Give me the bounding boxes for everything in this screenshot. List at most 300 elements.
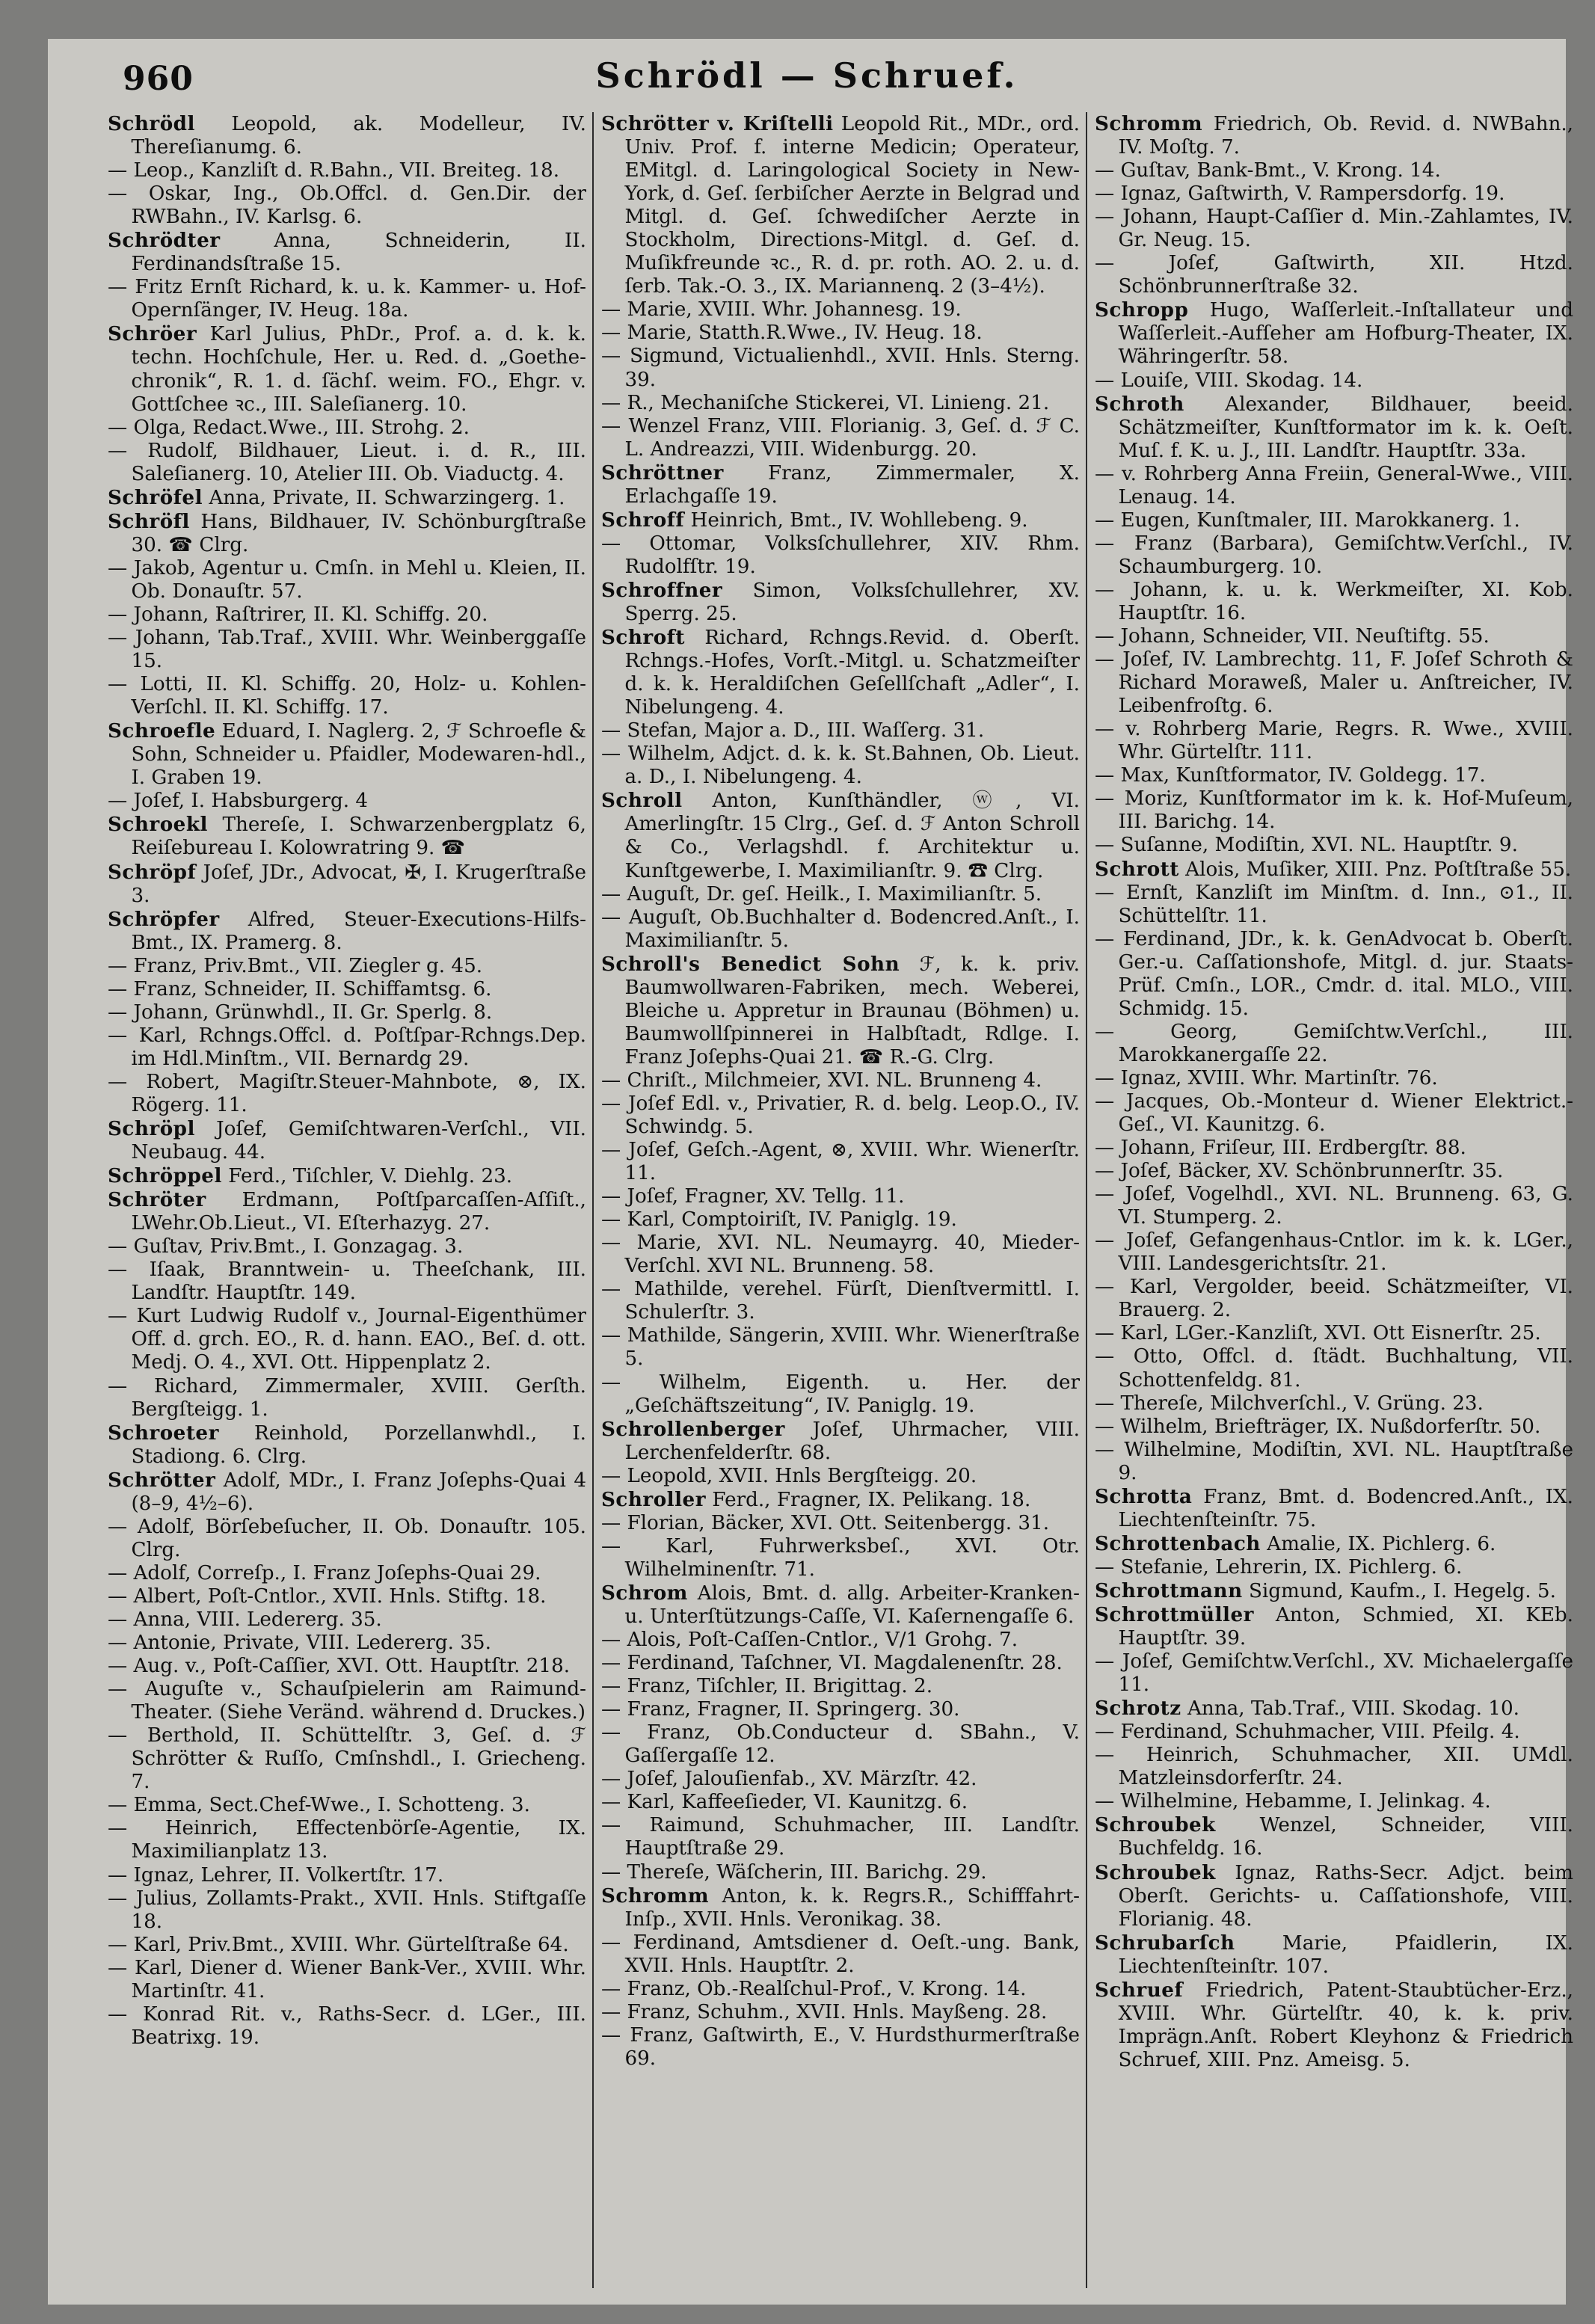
entry-surname: Schrollenberger — [601, 1417, 785, 1441]
directory-entry — [1095, 1345, 1573, 1392]
directory-entry — [601, 532, 1080, 579]
entry-text: — v. Rohrberg Marie, Regrs. R. Wwe., XVIII. Whr. Gürtelſtr. 111. — [1095, 718, 1573, 764]
entry-surname: Schrötter — [108, 1468, 216, 1492]
entry-text: Hans, Bildhauer, IV. Schönburgſtraße 30. ☎ Clrg. — [131, 510, 586, 556]
entry-text: — Wilhelmine, Hebamme, I. Jelinkag. 4. — [1095, 1790, 1491, 1813]
entry-text: — Adolf, Börſebeſucher, II. Ob. Donauſtr. 105. Clrg. — [108, 1515, 586, 1561]
entry-text: Joſef, JDr., Advocat, ✠, I. Krugerſtraße 3. — [131, 861, 586, 907]
directory-entry — [108, 1794, 586, 1817]
entry-text: — Antonie, Private, VIII. Ledererg. 35. — [108, 1632, 491, 1655]
entry-text: — Karl, Priv.Bmt., XVIII. Whr. Gürtelſtraße 64. — [108, 1933, 569, 1956]
entry-text: Leopold, ak. Modelleur, IV. Thereſianumg. 6. — [131, 113, 586, 159]
entry-surname: Schröfel — [108, 485, 203, 509]
directory-entry — [108, 159, 586, 182]
entry-text: ℱ, k. k. priv. Baumwollwaren-Fabriken, mech. Weberei, Bleiche u. Appretur in Braunau (Böhmen) u. Baumwollſpinnerei in Halbſtadt, Rdlge. I. Franz Joſephs-Quai 21. ☎ R.-G. Clrg. — [624, 953, 1080, 1069]
directory-entry — [1095, 648, 1573, 718]
entry-text: — Julius, Zollamts-Prakt., XVII. Hnls. Stiftgaſſe 18. — [108, 1887, 586, 1933]
entry-text: Sigmund, Kaufm., I. Hegelg. 5. — [1242, 1579, 1556, 1602]
entry-surname: Schroller — [601, 1487, 707, 1511]
entry-text: Richard, Rchngs.Revid. d. Oberſt. Rchngs.-Hofes, Vorſt.-Mitgl. u. Schatzmeiſter d. k. k. Heraldiſchen Geſellſchaft „Adler“, I. Nibelungeng. 4. — [624, 627, 1080, 719]
directory-entry — [601, 719, 1080, 743]
entry-text: — Wilhelm, Eigenth. u. Her. der „Geſchäftszeitung“, IV. Paniglg. 19. — [601, 1371, 1080, 1417]
entry-text: — Joſef, Vogelhdl., XVI. NL. Brunneng. 63, G. VI. Stumperg. 2. — [1095, 1183, 1573, 1229]
directory-entry — [108, 1608, 586, 1632]
directory-entry — [108, 719, 586, 790]
entry-text: — Johann, Tab.Traf., XVIII. Whr. Weinberggaſſe 15. — [108, 627, 586, 673]
entry-surname: Schröfl — [108, 509, 190, 533]
directory-entry — [601, 1371, 1080, 1418]
entry-surname: Schrott — [1095, 857, 1179, 881]
directory-entry — [108, 1562, 586, 1585]
directory-entry — [108, 1632, 586, 1655]
entry-text: — Adolf, Correſp., I. Franz Joſephs-Quai 29. — [108, 1561, 541, 1584]
entry-surname: Schrotta — [1095, 1484, 1193, 1508]
entry-text: — Joſef, Jalouſienfab., XV. Märzſtr. 42. — [601, 1768, 977, 1791]
entry-text: Hugo, Waſſerleit.-Inſtallateur und Waſſerleit.-Aufſeher am Hofburg-Theater, IX. Währingerſtr. 58. — [1118, 299, 1573, 369]
directory-entry — [108, 1864, 586, 1887]
entry-text: — Ernſt, Kanzliſt im Minſtm. d. Inn., ⊙1., II. Schüttelſtr. 11. — [1095, 881, 1573, 927]
entry-surname: Schromm — [1095, 112, 1203, 135]
directory-entry — [108, 1655, 586, 1678]
entry-surname: Schrottmüller — [1095, 1603, 1254, 1626]
directory-entry — [1095, 1931, 1573, 1979]
entry-surname: Schröer — [108, 322, 197, 346]
directory-entry — [1095, 579, 1573, 625]
entry-text: — Wilhelm, Adjct. d. k. k. St.Bahnen, Ob. Lieut. a. D., I. Nibelungeng. 4. — [601, 743, 1080, 789]
directory-entry — [108, 1957, 586, 2003]
directory-entry — [108, 440, 586, 486]
entry-text: — Otto, Offcl. d. ſtädt. Buchhaltung, VII. Schottenfeldg. 81. — [1095, 1345, 1573, 1392]
directory-entry — [1095, 834, 1573, 857]
entry-text: — Aug. v., Poſt-Caſſier, XVI. Ott. Hauptſtr. 218. — [108, 1655, 571, 1678]
entry-text: — Sigmund, Victualienhdl., XVII. Hnls. Sterng. 39. — [601, 345, 1080, 391]
directory-entry — [601, 1978, 1080, 2001]
running-title: Schrödl — Schruef. — [595, 55, 1018, 96]
directory-entry — [1095, 1721, 1573, 1744]
entry-surname: Schrötter v. Kriſtelli — [601, 112, 834, 135]
entry-text: — Ferdinand, Schuhmacher, VIII. Pfeilg. 4. — [1095, 1721, 1520, 1744]
directory-entry — [108, 1305, 586, 1374]
directory-entry — [108, 416, 586, 440]
directory-entry — [601, 906, 1080, 953]
directory-entry — [108, 2003, 586, 2050]
entry-text: — Eugen, Kunſtmaler, III. Marokkanerg. 1. — [1095, 508, 1520, 532]
directory-entry — [1095, 1579, 1573, 1603]
entry-text: — Albert, Poſt-Cntlor., XVII. Hnls. Stiftg. 18. — [108, 1584, 547, 1608]
directory-entry — [108, 673, 586, 719]
entry-text: Ferd., Tiſchler, V. Diehlg. 23. — [221, 1165, 513, 1188]
directory-entry — [108, 1516, 586, 1562]
entry-text: Marie, Pfaidlerin, IX. Liechtenſteinſtr. 107. — [1118, 1931, 1573, 1978]
entry-text: — Johann, k. u. k. Werkmeiſter, XI. Kob. Hauptſtr. 16. — [1095, 578, 1573, 624]
directory-entry — [108, 1024, 586, 1071]
entry-surname: Schroubek — [1095, 1813, 1216, 1837]
directory-entry — [601, 1278, 1080, 1324]
directory-entry — [108, 627, 586, 673]
directory-entry — [1095, 1229, 1573, 1276]
directory-entry — [1095, 1485, 1573, 1532]
directory-entry — [108, 1678, 586, 1724]
directory-entry — [1095, 1697, 1573, 1721]
entry-text: — R., Mechaniſche Stickerei, VI. Linieng. 21. — [601, 391, 1050, 414]
page-number: 960 — [123, 60, 194, 98]
entry-text: Alfred, Steuer-Executions-Hilfs-Bmt., IX. Pramerg. 8. — [131, 908, 586, 954]
entry-text: Karl Julius, PhDr., Prof. a. d. k. k. techn. Hochſchule, Her. u. Red. d. „Goethe-chronik“, R. 1. d. ſächſ. weim. FO., Ehgr. v. Gottſchee ꝛc., III. Saleſianerg. 10. — [131, 323, 586, 416]
directory-entry — [1095, 858, 1573, 882]
entry-text: Anton, k. k. Regrs.R., Schifffahrt-Inſp., XVII. Hnls. Veronikag. 38. — [624, 1884, 1080, 1931]
entry-surname: Schroll — [601, 789, 683, 813]
directory-entry — [601, 2001, 1080, 2024]
directory-entry — [1095, 625, 1573, 648]
directory-entry — [601, 392, 1080, 415]
directory-entry — [601, 1931, 1080, 1978]
entry-text: — Karl, Comptoiriſt, IV. Paniglg. 19. — [601, 1208, 957, 1232]
directory-entry — [601, 1884, 1080, 1931]
entry-surname: Schropp — [1095, 298, 1189, 322]
entry-text: — Ottomar, Volksſchullehrer, XIV. Rhm. Rudolfſtr. 19. — [601, 532, 1080, 578]
entry-surname: Schroekl — [108, 813, 208, 837]
entry-text: — Mathilde, verehel. Fürſt, Dienſtvermittl. I. Schulerſtr. 3. — [601, 1278, 1080, 1324]
directory-entry — [1095, 928, 1573, 1021]
directory-entry — [1095, 718, 1573, 764]
entry-text: — Jacques, Ob.-Monteur d. Wiener Elektrict.-Geſ., VI. Kaunitzg. 6. — [1095, 1089, 1573, 1137]
directory-entry — [601, 1092, 1080, 1139]
entry-text: — Alois, Poſt-Caſſen-Cntlor., V/1 Grohg. 7. — [601, 1629, 1018, 1652]
entry-text: — Berthold, II. Schüttelſtr. 3, Geſ. d. ℱ Schrötter & Ruſſo, Cmſnshdl., I. Griecheng. 7. — [108, 1724, 586, 1794]
directory-entry — [1095, 1744, 1573, 1790]
directory-entry — [108, 790, 586, 813]
entry-text: — Johann, Friſeur, III. Erdbergſtr. 88. — [1095, 1137, 1466, 1160]
entry-text: — Heinrich, Schuhmacher, XII. UMdl. Matzleinsdorferſtr. 24. — [1095, 1744, 1573, 1790]
entry-text: Amalie, IX. Pichlerg. 6. — [1260, 1532, 1496, 1555]
entry-text: Anton, Kunſthändler, ⓦ, VI. Amerlingſtr. 15 Clrg., Geſ. d. ℱ Anton Schroll & Co., Verlagshdl. f. Architektur u. Kunſtgewerbe, I. Maximilianſtr. 9. ☎ Clrg. — [624, 790, 1080, 882]
entry-text: — Franz, Schuhm., XVII. Hnls. Mayßeng. 28. — [601, 2000, 1048, 2023]
directory-entry — [601, 626, 1080, 719]
entry-text: — Joſef, Fragner, XV. Tellg. 11. — [601, 1185, 905, 1208]
directory-entry — [601, 1698, 1080, 1721]
entry-text: — Karl, Kaffeeſieder, VI. Kaunitzg. 6. — [601, 1791, 968, 1814]
entry-text: — Johann, Schneider, VII. Neuſtiftg. 55. — [1095, 625, 1490, 648]
entry-text: Adolf, MDr., I. Franz Joſephs-Quai 4 (8–9, 4½–6). — [131, 1469, 586, 1515]
entry-text: — Guſtav, Priv.Bmt., I. Gonzagag. 3. — [108, 1235, 464, 1258]
page-header — [48, 55, 1566, 115]
entry-text: — Joſef, Gemiſchtw.Verſchl., XV. Michaelergaſſe 11. — [1095, 1650, 1573, 1697]
directory-entry — [601, 1629, 1080, 1652]
directory-entry — [601, 1652, 1080, 1675]
directory-entry — [601, 1208, 1080, 1232]
entry-text: — Leop., Kanzliſt d. R.Bahn., VII. Breiteg. 18. — [108, 159, 560, 182]
entry-text: — Heinrich, Effectenbörſe-Agentie, IX. Maximilianplatz 13. — [108, 1817, 586, 1863]
directory-entry — [1095, 532, 1573, 579]
directory-entry — [601, 1675, 1080, 1698]
directory-entry — [108, 1469, 586, 1516]
entry-text: — Emma, Sect.Chef-Wwe., I. Schotteng. 3. — [108, 1794, 530, 1817]
directory-entry — [1095, 1861, 1573, 1931]
directory-entry — [1095, 159, 1573, 182]
entry-text: — Karl, Fuhrwerksbeſ., XVI. Otr. Wilhelminenſtr. 71. — [601, 1534, 1080, 1581]
directory-entry — [108, 182, 586, 229]
entry-text: — Richard, Zimmermaler, XVIII. Gerſth. Bergſteigg. 1. — [108, 1374, 586, 1421]
directory-entry — [1095, 764, 1573, 787]
entry-surname: Schröttner — [601, 461, 724, 485]
entry-text: — Robert, Magiſtr.Steuer-Mahnbote, ⊗, IX. Rögerg. 11. — [108, 1070, 586, 1116]
directory-page — [48, 39, 1573, 2305]
column-divider — [1086, 112, 1087, 2288]
entry-text: Anna, Tab.Traf., VIII. Skodag. 10. — [1181, 1697, 1519, 1721]
directory-entry — [601, 1535, 1080, 1581]
directory-entry — [601, 322, 1080, 345]
entry-text: Friedrich, Ob. Revid. d. NWBahn., IV. Moſtg. 7. — [1118, 113, 1573, 159]
directory-entry — [1095, 1021, 1573, 1067]
entry-surname: Schrubarſch — [1095, 1931, 1235, 1955]
directory-entry — [1095, 1183, 1573, 1229]
entry-text: — Joſef, Gaſtwirth, XII. Htzd. Schönbrunnerſtraße 32. — [1095, 252, 1573, 298]
entry-surname: Schroff — [601, 508, 685, 532]
directory-entry — [1095, 1439, 1573, 1485]
entry-text: — Karl, Vergolder, beeid. Schätzmeiſter, VI. Brauerg. 2. — [1095, 1276, 1573, 1322]
directory-entry — [1095, 787, 1573, 834]
entry-text: Erdmann, Poſtſparcaſſen-Aſſiſt., LWehr.Ob.Lieut., VI. Eſterhazyg. 27. — [131, 1189, 586, 1235]
directory-entry — [1095, 393, 1573, 463]
entry-text: — Stefanie, Lehrerin, IX. Pichlerg. 6. — [1095, 1555, 1463, 1578]
directory-entry — [601, 415, 1080, 461]
entry-text: — Auguſt, Dr. geſ. Heilk., I. Maximilianſtr. 5. — [601, 882, 1042, 906]
entry-text: — Wilhelmine, Modiſtin, XVI. NL. Hauptſtraße 9. — [1095, 1438, 1573, 1484]
directory-entry — [108, 978, 586, 1001]
entry-text: — Johann, Haupt-Caſſier d. Min.-Zahlamtes, IV. Gr. Neug. 15. — [1095, 206, 1573, 252]
entry-text: Simon, Volksſchullehrer, XV. Sperrg. 25. — [624, 579, 1080, 625]
column-divider — [592, 112, 594, 2288]
entry-text: — Mathilde, Sängerin, XVIII. Whr. Wienerſtraße 5. — [601, 1324, 1080, 1371]
entry-text: Ignaz, Raths-Secr. Adjct. beim Oberſt. Gerichts- u. Caſſationshofe, VIII. Florianig. 48. — [1118, 1861, 1573, 1931]
entry-text: — Franz, Ob.Conducteur d. SBahn., V. Gaſſergaſſe 12. — [601, 1721, 1080, 1768]
directory-entry — [1095, 1790, 1573, 1813]
entry-text: — Wilhelm, Briefträger, IX. Nußdorferſtr. 50. — [1095, 1415, 1541, 1438]
entry-text: — Franz, Ob.-Realſchul-Prof., V. Krong. 14. — [601, 1977, 1027, 2000]
entry-text: — Fritz Ernſt Richard, k. u. k. Kammer- u. Hof-Opernſänger, IV. Heug. 18a. — [108, 276, 586, 322]
entry-text: — Moriz, Kunſtformator im k. k. Hof-Muſeum, III. Barichg. 14. — [1095, 787, 1573, 834]
directory-entry — [108, 276, 586, 322]
entry-text: — Karl, LGer.-Kanzliſt, XVI. Ott Eisnerſtr. 25. — [1095, 1322, 1541, 1345]
entry-text: Anna, Schneiderin, II. Ferdinandsſtraße 15. — [131, 230, 586, 276]
directory-entry — [601, 1232, 1080, 1278]
entry-text: — Chriſt., Milchmeier, XVI. NL. Brunneng 4. — [601, 1069, 1042, 1092]
entry-text: — Thereſe, Milchverſchl., V. Grüng. 23. — [1095, 1392, 1484, 1415]
directory-entry — [1095, 1532, 1573, 1556]
entry-surname: Schroeter — [108, 1421, 219, 1445]
directory-entry — [108, 603, 586, 627]
entry-text: — Franz, Fragner, II. Springerg. 30. — [601, 1698, 960, 1721]
directory-entry — [601, 1185, 1080, 1208]
entry-text: — Franz, Tiſchler, II. Brigittag. 2. — [601, 1675, 933, 1698]
entry-text: — Marie, Statth.R.Wwe., IV. Heug. 18. — [601, 322, 983, 345]
directory-entry — [108, 510, 586, 557]
directory-entry — [1095, 1160, 1573, 1183]
directory-entry — [1095, 1415, 1573, 1439]
directory-entry — [108, 1375, 586, 1421]
directory-entry — [601, 1768, 1080, 1791]
entry-surname: Schruef — [1095, 1978, 1184, 2002]
directory-entry — [1095, 882, 1573, 928]
directory-entry — [1095, 1067, 1573, 1090]
entry-text: — Franz (Barbara), Gemiſchtw.Verſchl., IV. Schaumburgerg. 10. — [1095, 532, 1573, 578]
entry-text: — Thereſe, Wäſcherin, III. Barichg. 29. — [601, 1860, 987, 1884]
entry-text: — Jakob, Agentur u. Cmſn. in Mehl u. Kleien, II. Ob. Donauſtr. 57. — [108, 556, 586, 603]
entry-surname: Schrom — [601, 1581, 688, 1605]
entry-text: — Konrad Rit. v., Raths-Secr. d. LGer., III. Beatrixg. 19. — [108, 2002, 586, 2049]
directory-entry — [108, 322, 586, 416]
directory-entry — [1095, 1276, 1573, 1322]
column-2 — [601, 112, 1080, 2288]
directory-entry — [108, 861, 586, 908]
entry-text: — Marie, XVIII. Whr. Johannesg. 19. — [601, 298, 962, 322]
directory-entry — [108, 1001, 586, 1024]
directory-entry — [108, 486, 586, 510]
directory-entry — [108, 1817, 586, 1863]
entry-text: Anna, Private, II. Schwarzingerg. 1. — [203, 486, 565, 509]
entry-text: Reinhold, Porzellanwhdl., I. Stadiong. 6. Clrg. — [131, 1421, 586, 1468]
entry-surname: Schroubek — [1095, 1860, 1216, 1884]
entry-text: — Joſef, Bäcker, XV. Schönbrunnerſtr. 35. — [1095, 1160, 1504, 1183]
entry-surname: Schröpfer — [108, 907, 220, 931]
directory-entry — [108, 1724, 586, 1794]
entry-text: Anton, Schmied, XI. KEb. Hauptſtr. 39. — [1118, 1604, 1573, 1650]
directory-entry — [601, 1418, 1080, 1465]
entry-text: — Ignaz, XVIII. Whr. Martinſtr. 76. — [1095, 1066, 1438, 1089]
directory-entry — [601, 1791, 1080, 1814]
entry-surname: Schrottenbach — [1095, 1531, 1261, 1555]
entry-text: — Karl, Rchngs.Offcl. d. Poſtſpar-Rchngs.Dep. im Hdl.Minſtm., VII. Bernardg 29. — [108, 1024, 586, 1070]
entry-text: — Louiſe, VIII. Skodag. 14. — [1095, 369, 1363, 392]
directory-entry — [108, 557, 586, 603]
entry-text: — Stefan, Major a. D., III. Waſſerg. 31. — [601, 719, 985, 743]
entry-text: — Johann, Raſtrirer, II. Kl. Schiffg. 20. — [108, 603, 488, 626]
entry-surname: Schröppel — [108, 1164, 222, 1188]
entry-text: — Guſtav, Bank-Bmt., V. Krong. 14. — [1095, 159, 1441, 182]
entry-text: — v. Rohrberg Anna Freiin, General-Wwe., VIII. Lenaug. 14. — [1095, 462, 1573, 508]
entry-text: Ferd., Fragner, IX. Pelikang. 18. — [706, 1488, 1031, 1511]
directory-entry — [108, 1188, 586, 1235]
entry-text: Joſef, Uhrmacher, VIII. Lerchenfelderſtr. 68. — [624, 1418, 1080, 1464]
entry-text: — Franz, Gaſtwirth, E., V. Hurdsthurmerſtraße 69. — [601, 2023, 1080, 2070]
entry-surname: Schroft — [601, 626, 686, 650]
entry-surname: Schroll's Benedict Sohn — [601, 952, 900, 976]
entry-text: — Joſef, Gefangenhaus-Cntlor. im k. k. LGer., VIII. Landesgerichtsſtr. 21. — [1095, 1229, 1573, 1276]
directory-entry — [108, 1887, 586, 1934]
entry-text: Franz, Bmt. d. Bodencred.Anſt., IX. Liechtenſteinſtr. 75. — [1118, 1485, 1573, 1531]
entry-text: Leopold Rit., MDr., ord. Univ. Prof. f. interne Medicin; Operateur, EMitgl. d. Laringological Society in New-York, d. Geſ. ſerbiſcher Aerzte in Belgrad und Mitgl. d. Geſ. ſchwediſcher Aerzte in Stockholm, Directions-Mitgl. d. Geſ. d. Muſikfreunde ꝛc., R. d. pr. roth. AO. 2. u. d. ſerb. Tak.-O. 3., IX. Mariannenꝗ. 2 (3–4½). — [624, 113, 1080, 298]
entry-surname: Schroth — [1095, 392, 1184, 416]
directory-entry — [601, 1861, 1080, 1884]
directory-entry — [601, 1512, 1080, 1535]
columns-area — [108, 112, 1573, 2288]
directory-entry — [108, 112, 586, 159]
entry-text: — Oskar, Ing., Ob.Offcl. d. Gen.Dir. der RWBahn., IV. Karlsg. 6. — [108, 182, 586, 229]
entry-surname: Schröpf — [108, 860, 197, 884]
entry-text: — Ignaz, Gaſtwirth, V. Rampersdorfg. 19. — [1095, 182, 1505, 206]
directory-entry — [601, 1324, 1080, 1371]
directory-entry — [1095, 1090, 1573, 1137]
entry-text: — Franz, Schneider, II. Schiffamtsg. 6. — [108, 977, 492, 1000]
entry-surname: Schrödter — [108, 229, 221, 253]
directory-entry — [1095, 298, 1573, 369]
entry-text: — Ferdinand, JDr., k. k. GenAdvocat b. Oberſt. Ger.-u. Caſſationshofe, Mitgl. d. jur. Staats-Prüf. Cmſn., LOR., Cmdr. d. ital. MLO., VIII. Schmidg. 15. — [1095, 927, 1573, 1020]
directory-entry — [108, 1235, 586, 1258]
directory-entry — [1095, 1556, 1573, 1579]
entry-text: — Max, Kunſtformator, IV. Goldegg. 17. — [1095, 764, 1486, 787]
entry-text: — Georg, Gemiſchtw.Verſchl., III. Marokkanergaſſe 22. — [1095, 1020, 1573, 1066]
entry-text: — Leopold, XVII. Hnls Bergſteigg. 20. — [601, 1464, 977, 1487]
entry-surname: Schröter — [108, 1188, 206, 1212]
directory-entry — [601, 112, 1080, 298]
entry-text: — Florian, Bäcker, XVI. Ott. Seitenbergg. 31. — [601, 1511, 1050, 1534]
directory-entry — [1095, 206, 1573, 252]
entry-surname: Schröpl — [108, 1117, 195, 1141]
entry-surname: Schromm — [601, 1884, 710, 1908]
directory-entry — [601, 789, 1080, 882]
entry-text: Eduard, I. Naglerg. 2, ℱ Schroefle & Sohn, Schneider u. Pfaidler, Modewaren-hdl., I. Graben 19. — [131, 720, 586, 790]
directory-entry — [1095, 1603, 1573, 1650]
entry-surname: Schroffner — [601, 578, 723, 602]
directory-entry — [1095, 1813, 1573, 1860]
directory-entry — [1095, 1322, 1573, 1345]
column-3 — [1095, 112, 1573, 2288]
directory-entry — [601, 1721, 1080, 1768]
directory-entry — [1095, 463, 1573, 509]
directory-entry — [1095, 1650, 1573, 1697]
entry-text: Friedrich, Patent-Staubtücher-Erz., XVIII. Whr. Gürtelſtr. 40, k. k. priv. Imprägn.Anſt. Robert Kleyhonz & Friedrich Schruef, XIII. Pnz. Ameisg. 5. — [1118, 1979, 1573, 2071]
directory-entry — [108, 1258, 586, 1305]
directory-entry — [1095, 369, 1573, 393]
entry-surname: Schrottmann — [1095, 1578, 1243, 1602]
directory-entry — [1095, 182, 1573, 206]
entry-text: Wenzel, Schneider, VIII. Buchfeldg. 16. — [1118, 1814, 1573, 1860]
directory-entry — [108, 1071, 586, 1117]
directory-entry — [601, 953, 1080, 1069]
entry-text: Alois, Muſiker, XIII. Pnz. Poſtſtraße 55. — [1178, 858, 1572, 881]
directory-entry — [1095, 252, 1573, 298]
entry-text: Thereſe, I. Schwarzenbergplatz 6, Reiſebureau I. Kolowratring 9. ☎ — [131, 814, 586, 860]
directory-entry — [601, 298, 1080, 322]
entry-text: Heinrich, Bmt., IV. Wohllebeng. 9. — [684, 508, 1028, 532]
directory-entry — [1095, 1137, 1573, 1160]
entry-text: — Joſef, Geſch.-Agent, ⊗, XVIII. Whr. Wienerſtr. 11. — [601, 1139, 1080, 1185]
directory-entry — [108, 813, 586, 860]
entry-text: — Anna, VIII. Ledererg. 35. — [108, 1608, 382, 1631]
entry-text: — Raimund, Schuhmacher, III. Landſtr. Hauptſtraße 29. — [601, 1814, 1080, 1860]
entry-text: Alois, Bmt. d. allg. Arbeiter-Kranken- u. Unterſtützungs-Caſſe, VI. Kaſernengaſſe 6. — [624, 1581, 1080, 1628]
directory-entry — [601, 1488, 1080, 1512]
entry-text: — Ferdinand, Taſchner, VI. Magdalenenſtr. 28. — [601, 1652, 1063, 1675]
entry-text: — Marie, XVI. NL. Neumayrg. 40, Mieder-Verſchl. XVI NL. Brunneng. 58. — [601, 1232, 1080, 1278]
entry-text: — Rudolf, Bildhauer, Lieut. i. d. R., III. Saleſianerg. 10, Atelier III. Ob. Viaductg. 4. — [108, 439, 586, 485]
entry-text: — Ferdinand, Amtsdiener d. Oeſt.-ung. Bank, XVII. Hnls. Hauptſtr. 2. — [601, 1931, 1080, 1977]
directory-entry — [108, 1421, 586, 1469]
directory-entry — [108, 1164, 586, 1188]
entry-text: — Auguſte v., Schauſpielerin am Raimund-Theater. (Siehe Veränd. während d. Druckes.) — [108, 1678, 586, 1724]
directory-entry — [601, 508, 1080, 532]
directory-entry — [601, 345, 1080, 391]
directory-entry — [601, 2024, 1080, 2071]
directory-entry — [601, 1139, 1080, 1185]
entry-text: — Joſef, I. Habsburgerg. 4 — [108, 790, 369, 813]
directory-entry — [1095, 1979, 1573, 2072]
entry-text: — Kurt Ludwig Rudolf v., Journal-Eigenthümer Off. d. grch. EO., R. d. hann. EAO., Beſ. d. ott. Medj. O. 4., XVI. Ott. Hippenplatz 2. — [108, 1305, 586, 1374]
entry-text: — Franz, Priv.Bmt., VII. Ziegler g. 45. — [108, 954, 483, 977]
directory-entry — [601, 1581, 1080, 1629]
directory-entry — [601, 461, 1080, 508]
directory-entry — [108, 1117, 586, 1164]
